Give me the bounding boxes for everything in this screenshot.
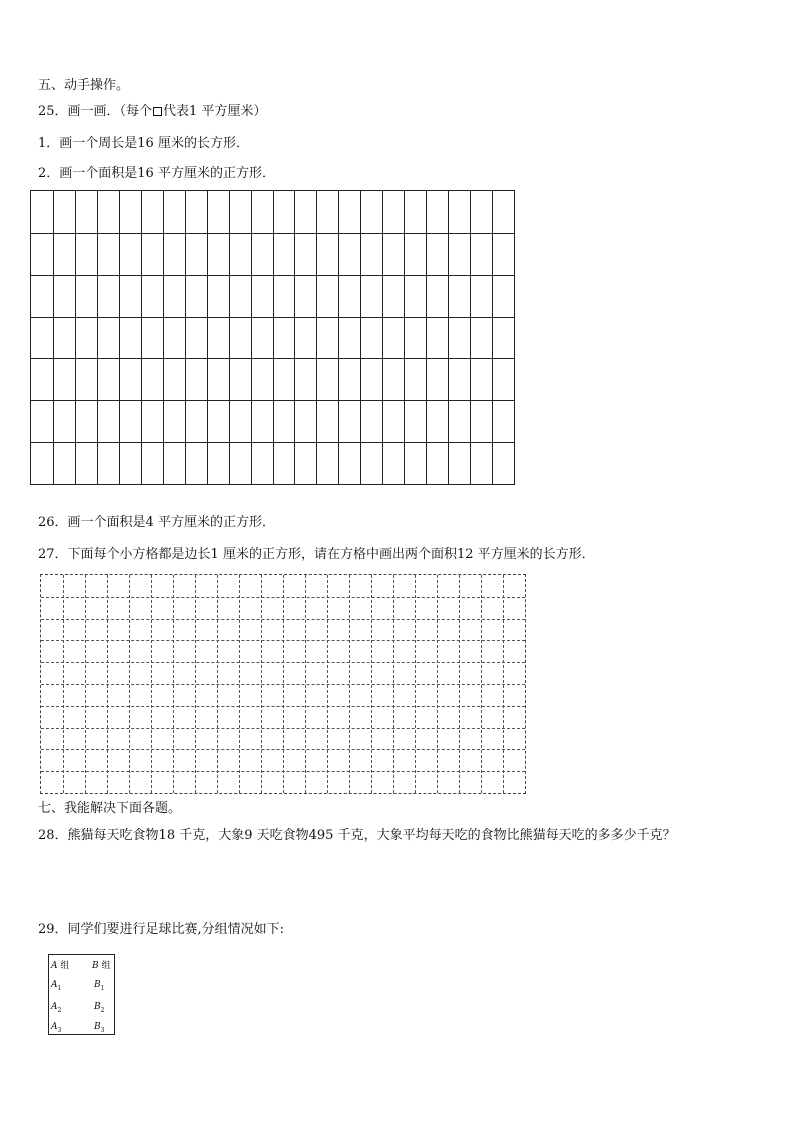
grid-line-vertical (426, 191, 427, 484)
team-a1: $A_1$ (51, 980, 62, 992)
grid-line-vertical (382, 191, 383, 484)
team-a2: $A_2$ (51, 1002, 62, 1014)
grid-line-horizontal (41, 662, 525, 663)
grid-line-horizontal (41, 728, 525, 729)
question-29: 29．同学们要进行足球比赛,分组情况如下: (38, 922, 285, 937)
dashed-square-grid (40, 574, 526, 794)
grid-line-vertical (273, 191, 274, 484)
grid-line-vertical (185, 191, 186, 484)
grid-line-vertical (404, 191, 405, 484)
group-b-header: B 组 (92, 961, 111, 971)
grid-line-vertical (163, 191, 164, 484)
question-26: 26．画一个面积是4 平方厘米的正方形． (38, 515, 275, 530)
group-a-header: A 组 (51, 961, 70, 971)
team-b3: $B_3$ (94, 1022, 105, 1034)
grid-line-vertical (75, 191, 76, 484)
solid-square-grid (30, 190, 515, 485)
grid-line-vertical (294, 191, 295, 484)
grid-line-horizontal (31, 317, 514, 318)
grid-line-horizontal (41, 706, 525, 707)
unit-square-icon (153, 107, 162, 116)
question-28: 28．熊猫每天吃食物18 千克，大象9 天吃食物495 千克，大象平均每天吃的食物比熊猫每天吃的多多少千克？ (38, 828, 676, 843)
grid-line-vertical (338, 191, 339, 484)
grid-line-vertical (316, 191, 317, 484)
grid-line-horizontal (41, 771, 525, 772)
question-27: 27．下面每个小方格都是边长1 厘米的正方形，请在方格中画出两个面积12 平方厘米的长方形． (38, 547, 595, 562)
question-25-suffix: 代表1 平方厘米） (163, 104, 267, 119)
grid-line-horizontal (31, 275, 514, 276)
team-b2: $B_2$ (94, 1002, 105, 1014)
grid-line-vertical (53, 191, 54, 484)
grid-line-vertical (470, 191, 471, 484)
grid-line-horizontal (41, 597, 525, 598)
grid-line-horizontal (31, 233, 514, 234)
team-a3: $A_3$ (51, 1022, 62, 1034)
question-25-prefix: 25．画一画．（每个 (38, 104, 153, 119)
grid-line-horizontal (31, 358, 514, 359)
grid-line-vertical (207, 191, 208, 484)
section-5-heading: 五、动手操作。 (38, 78, 130, 93)
grid-line-horizontal (41, 684, 525, 685)
section-7-heading: 七、我能解决下面各题。 (38, 801, 182, 816)
grid-line-horizontal (41, 749, 525, 750)
grid-line-vertical (119, 191, 120, 484)
grid-line-vertical (492, 191, 493, 484)
grid-line-horizontal (41, 640, 525, 641)
group-table (48, 954, 115, 1035)
question-25 (38, 104, 266, 120)
question-25-item-1: 1．画一个周长是16 厘米的长方形． (38, 136, 249, 151)
team-b1: $B_1$ (94, 980, 105, 992)
grid-line-horizontal (31, 442, 514, 443)
grid-line-horizontal (31, 400, 514, 401)
grid-line-vertical (229, 191, 230, 484)
grid-line-vertical (97, 191, 98, 484)
grid-line-vertical (141, 191, 142, 484)
grid-line-vertical (360, 191, 361, 484)
grid-line-horizontal (41, 619, 525, 620)
grid-line-vertical (251, 191, 252, 484)
grid-line-vertical (448, 191, 449, 484)
question-25-item-2: 2．画一个面积是16 平方厘米的正方形． (38, 166, 275, 181)
